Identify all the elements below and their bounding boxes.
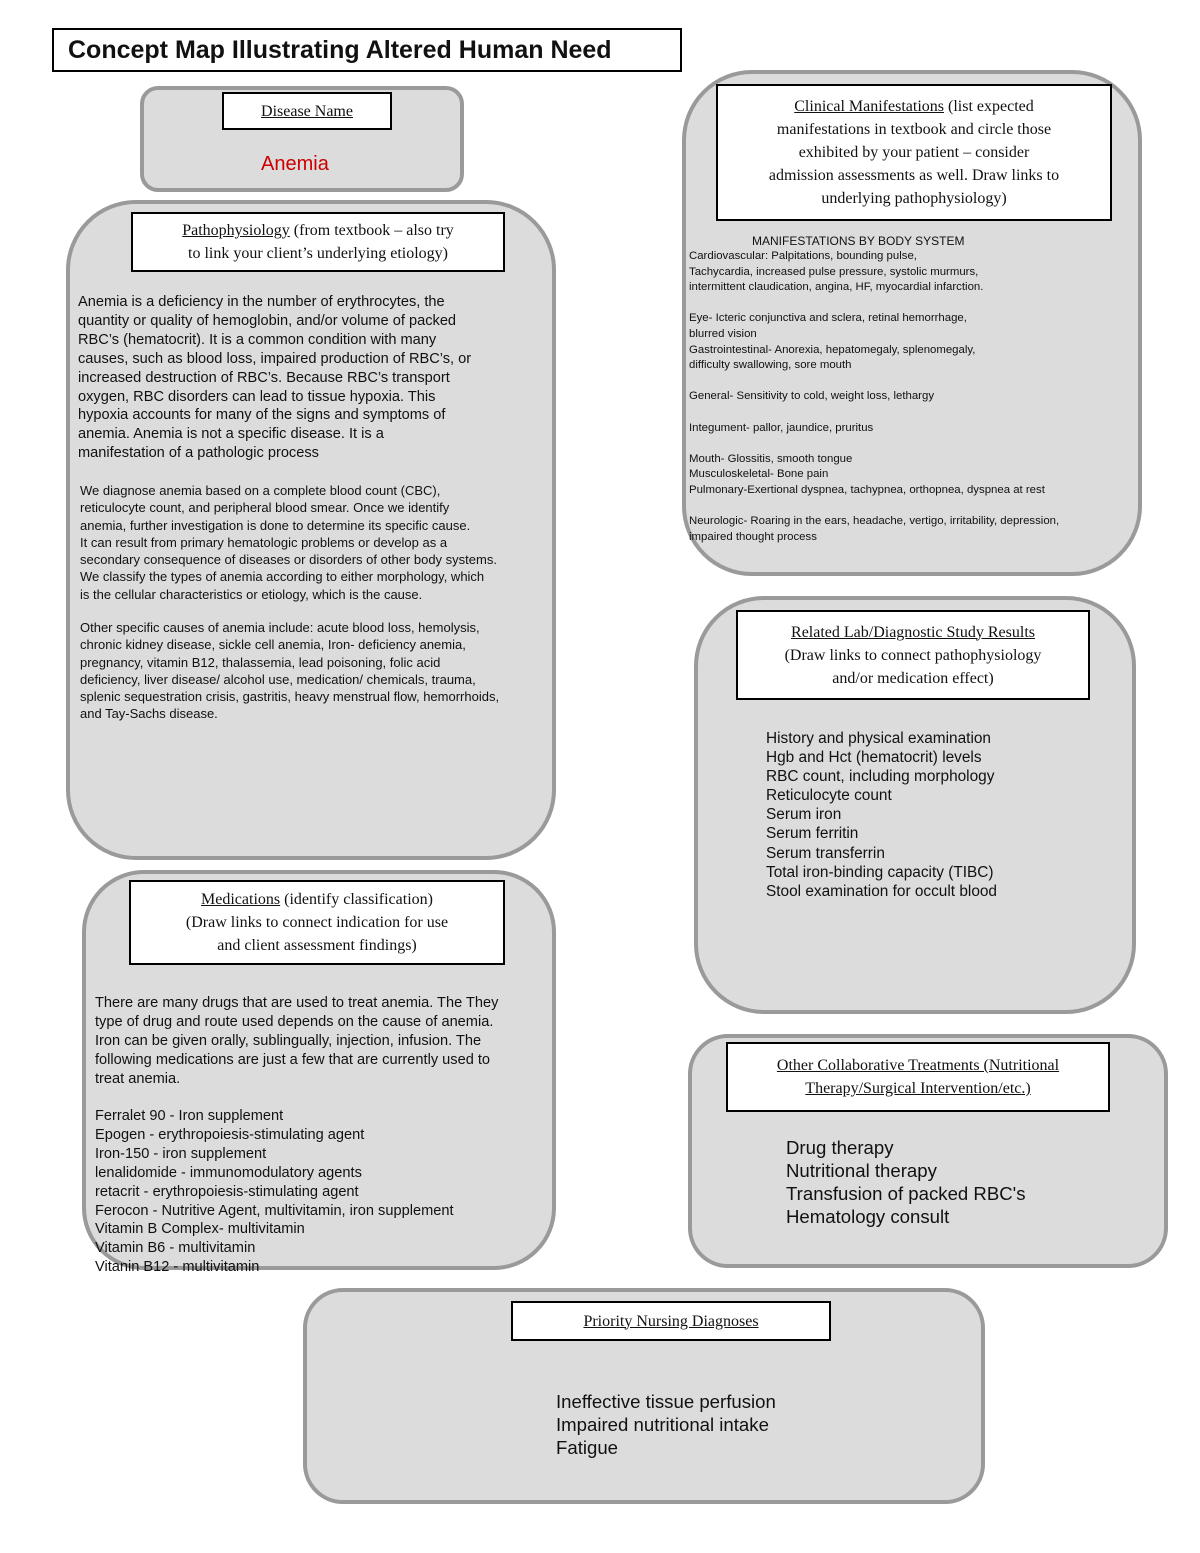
medications-drugs <box>95 1107 454 1277</box>
manifestation-line <box>689 296 1059 312</box>
pathophysiology-line: We diagnose anemia based on a complete blood count (CBC), <box>80 483 441 498</box>
medications-intro-line: type of drug and route used depends on the cause of anemia. <box>95 1014 494 1030</box>
manifestation-line: blurred vision <box>689 327 757 340</box>
pathophysiology-line: deficiency, liver disease/ alcohol use, medication/ chemicals, trauma, <box>80 671 476 687</box>
nursing-diagnosis-item: Ineffective tissue perfusion <box>556 1391 776 1412</box>
pathophysiology-line: is the cellular characteristics or etiology, which is the cause. <box>80 586 423 602</box>
pathophysiology-para3 <box>80 619 499 723</box>
medications-header: Medications (identify classification) (Draw links to connect indication for use and client assessment findings) <box>129 880 505 965</box>
drug-item: retacrit - erythropoiesis-stimulating agent <box>95 1183 359 1200</box>
medications-intro-line: There are many drugs that are used to treat anemia. The They <box>95 995 499 1011</box>
drug-item: Vitanin B12 - multivitamin <box>95 1259 260 1276</box>
medications-intro-line: Iron can be given orally, sublingually, injection, infusion. The <box>95 1033 482 1049</box>
pathophysiology-line: RBC’s (hematocrit). It is a common condition with many <box>78 331 437 348</box>
manifestation-line: Integument- pallor, jaundice, pruritus <box>689 421 874 434</box>
pathophysiology-line: Other specific causes of anemia include: acute blood loss, hemolysis, <box>80 620 480 635</box>
pathophysiology-header: Pathophysiology (from textbook – also try to link your client’s underlying etiology) <box>131 212 505 272</box>
pathophysiology-line: and Tay-Sachs disease. <box>80 706 218 722</box>
disease-name: Anemia <box>261 153 329 175</box>
drug-item: Iron-150 - iron supplement <box>95 1145 267 1162</box>
treatment-item: Transfusion of packed RBC's <box>786 1183 1026 1204</box>
pathophysiology-line: anemia, further investigation is done to determine its specific cause. <box>80 517 471 533</box>
pathophysiology-para2 <box>80 482 497 603</box>
drug-item: Vitamin B6 - multivitamin <box>95 1240 256 1257</box>
pathophysiology-line: increased destruction of RBC’s. Because RBC’s transport <box>78 369 450 386</box>
pathophysiology-line: anemia. Anemia is not a specific disease. It is a <box>78 426 384 443</box>
medications-intro <box>95 994 498 1089</box>
manifestation-line <box>689 499 1059 515</box>
lab-item: History and physical examination <box>766 730 991 747</box>
treatments-header: Other Collaborative Treatments (Nutritional Therapy/Surgical Intervention/etc.) <box>726 1042 1110 1112</box>
pathophysiology-line: chronic kidney disease, sickle cell anemia, Iron- deficiency anemia, <box>80 637 466 653</box>
treatment-item: Hematology consult <box>786 1206 950 1227</box>
manifestation-line: difficulty swallowing, sore mouth <box>689 359 852 372</box>
lab-item: Hgb and Hct (hematocrit) levels <box>766 749 982 767</box>
labs-header-title: Related Lab/Diagnostic Study Results <box>791 623 1035 641</box>
manifestation-line: Tachycardia, increased pulse pressure, systolic murmurs, <box>689 265 979 278</box>
disease-header <box>222 92 392 130</box>
pathophysiology-line: hypoxia accounts for many of the signs and symptoms of <box>78 407 446 424</box>
pathophysiology-line: manifestation of a pathologic process <box>78 445 319 462</box>
pathophysiology-line: oxygen, RBC disorders can lead to tissue hypoxia. This <box>78 388 436 405</box>
manifestation-line: Musculoskeletal- Bone pain <box>689 468 829 481</box>
pathophysiology-line: It can result from primary hematologic problems or develop as a <box>80 534 448 550</box>
manifestation-line: Cardiovascular: Palpitations, bounding pulse, <box>689 250 917 262</box>
pathophysiology-header-title: Pathophysiology <box>182 222 290 239</box>
pathophysiology-line: quantity or quality of hemoglobin, and/or volume of packed <box>78 312 457 329</box>
lab-item: Serum transferrin <box>766 844 885 862</box>
manifestation-line: Gastrointestinal- Anorexia, hepatomegaly, splenomegaly, <box>689 343 976 356</box>
drug-item: Vitamin B Complex- multivitamin <box>95 1221 305 1238</box>
clinical-subtitle: MANIFESTATIONS BY BODY SYSTEM <box>752 234 965 248</box>
drug-item: Ferocon - Nutritive Agent, multivitamin, iron supplement <box>95 1202 454 1219</box>
lab-item: Total iron-binding capacity (TIBC) <box>766 863 994 881</box>
lab-item: RBC count, including morphology <box>766 768 995 786</box>
pathophysiology-line: Anemia is a deficiency in the number of erythrocytes, the <box>78 294 445 310</box>
treatment-item: Drug therapy <box>786 1137 894 1158</box>
nursing-header <box>511 1301 831 1341</box>
nursing-list <box>556 1390 776 1459</box>
manifestation-line: intermittent claudication, angina, HF, myocardial infarction. <box>689 281 984 294</box>
lab-item: Reticulocyte count <box>766 787 892 805</box>
pathophysiology-line: causes, such as blood loss, impaired production of RBC’s, or <box>78 350 472 367</box>
medications-intro-line: treat anemia. <box>95 1071 181 1087</box>
clinical-header-title: Clinical Manifestations <box>794 98 944 115</box>
pathophysiology-line: splenic sequestration crisis, gastritis, heavy menstrual flow, hemorrhoids, <box>80 689 500 705</box>
manifestation-line: Pulmonary-Exertional dyspnea, tachypnea, orthopnea, dyspnea at rest <box>689 483 1045 496</box>
drug-item: lenalidomide - immunomodulatory agents <box>95 1164 362 1181</box>
pathophysiology-line: pregnancy, vitamin B12, thalassemia, lead poisoning, folic acid <box>80 654 441 670</box>
disease-header-label: Disease Name <box>261 102 353 120</box>
labs-list <box>766 729 997 901</box>
clinical-header: Clinical Manifestations (list expected manifestations in textbook and circle those exhibited by your patient – consider admission assessments as well. Draw links to underlying pathophysiology) <box>716 84 1112 221</box>
drug-item: Epogen - erythropoiesis-stimulating agent <box>95 1126 365 1143</box>
pathophysiology-line: We classify the types of anemia according to either morphology, which <box>80 569 485 585</box>
manifestation-line: Mouth- Glossitis, smooth tongue <box>689 452 853 465</box>
drug-item: Ferralet 90 - Iron supplement <box>95 1108 284 1124</box>
nursing-header-label: Priority Nursing Diagnoses <box>583 1312 759 1330</box>
nursing-diagnosis-item: Fatigue <box>556 1437 619 1458</box>
manifestation-line: impaired thought process <box>689 530 817 543</box>
treatment-item: Nutritional therapy <box>786 1160 937 1181</box>
manifestation-line <box>689 374 1059 390</box>
manifestation-line: Neurologic- Roaring in the ears, headache, vertigo, irritability, depression, <box>689 515 1060 528</box>
labs-header: Related Lab/Diagnostic Study Results (Draw links to connect pathophysiology and/or medication effect) <box>736 610 1090 700</box>
manifestation-line: Eye- Icteric conjunctiva and sclera, retinal hemorrhage, <box>689 312 967 325</box>
clinical-list <box>689 249 1059 545</box>
manifestation-line: General- Sensitivity to cold, weight loss, lethargy <box>689 390 935 403</box>
medications-intro-line: following medications are just a few that are currently used to <box>95 1052 491 1068</box>
treatments-list <box>786 1136 1026 1228</box>
pathophysiology-line: secondary consequence of diseases or disorders of other body systems. <box>80 552 497 568</box>
medications-header-title: Medications <box>201 891 281 908</box>
manifestation-line <box>689 405 1059 421</box>
lab-item: Stool examination for occult blood <box>766 882 997 900</box>
pathophysiology-para1 <box>78 293 471 463</box>
lab-item: Serum ferritin <box>766 825 859 843</box>
pathophysiology-line: reticulocyte count, and peripheral blood smear. Once we identify <box>80 500 450 516</box>
page-title: Concept Map Illustrating Altered Human Need <box>52 28 682 72</box>
lab-item: Serum iron <box>766 806 842 824</box>
nursing-diagnosis-item: Impaired nutritional intake <box>556 1414 769 1435</box>
manifestation-line <box>689 436 1059 452</box>
